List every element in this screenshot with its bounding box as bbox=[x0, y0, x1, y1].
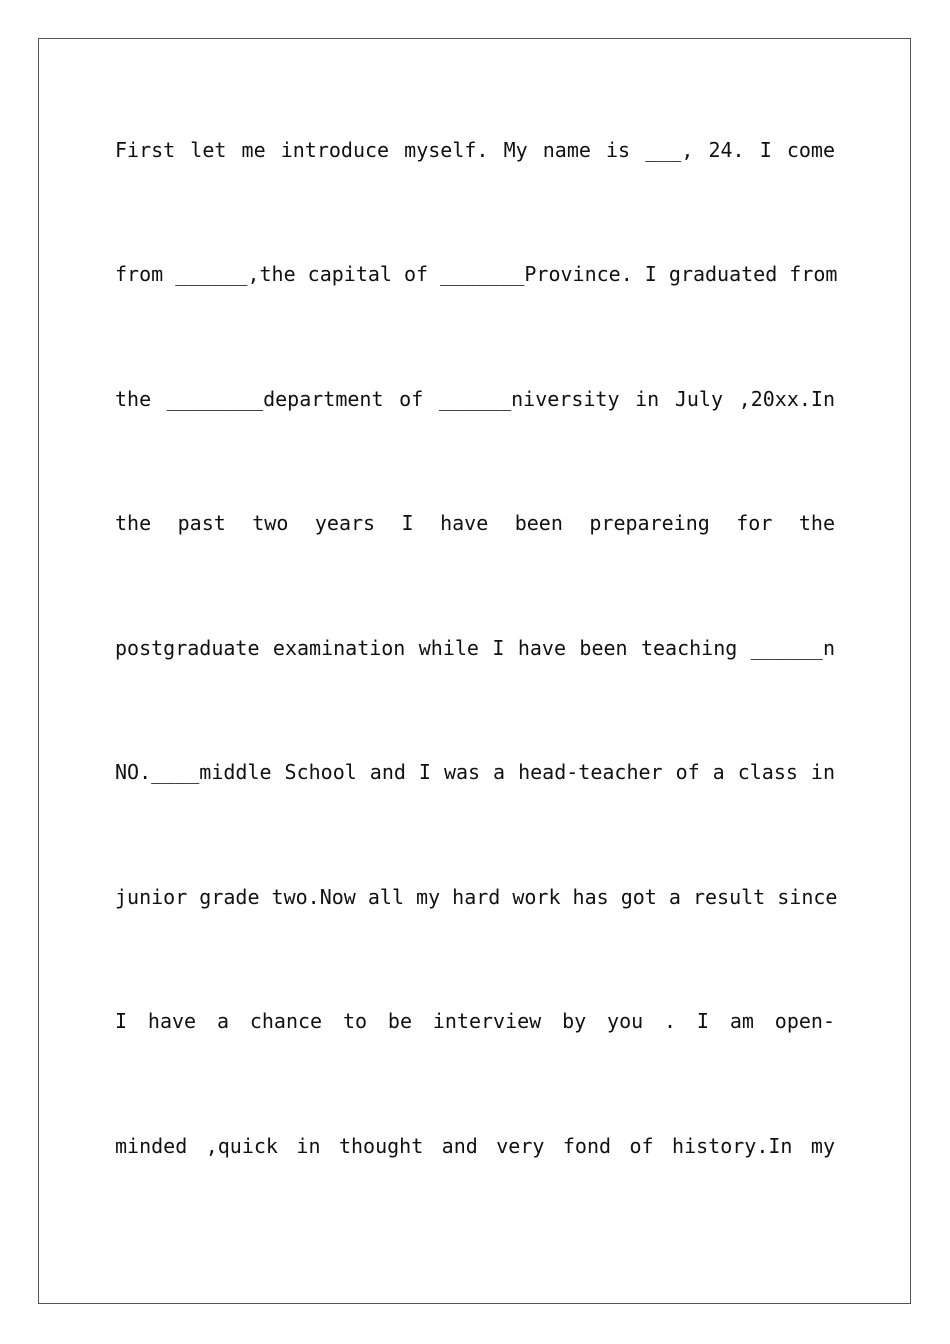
text-line-1: First let me introduce myself. My name is ___, 24. I come bbox=[115, 138, 835, 162]
page-frame bbox=[38, 38, 911, 1304]
text-line-7: junior grade two.Now all my hard work has got a result since bbox=[115, 885, 838, 909]
text-line-5: postgraduate examination while I have been teaching ______n bbox=[115, 636, 835, 660]
text-line-2: from ______,the capital of _______Province. I graduated from bbox=[115, 262, 838, 286]
text-line-9: minded ,quick in thought and very fond of history.In my bbox=[115, 1134, 835, 1158]
text-line-6: NO.____middle School and I was a head-teacher of a class in bbox=[115, 760, 835, 784]
text-line-3: the ________department of ______niversity in July ,20xx.In bbox=[115, 387, 835, 411]
text-line-8: I have a chance to be interview by you . I am open- bbox=[115, 1009, 835, 1033]
text-line-4: the past two years I have been prepareing for the bbox=[115, 511, 835, 535]
